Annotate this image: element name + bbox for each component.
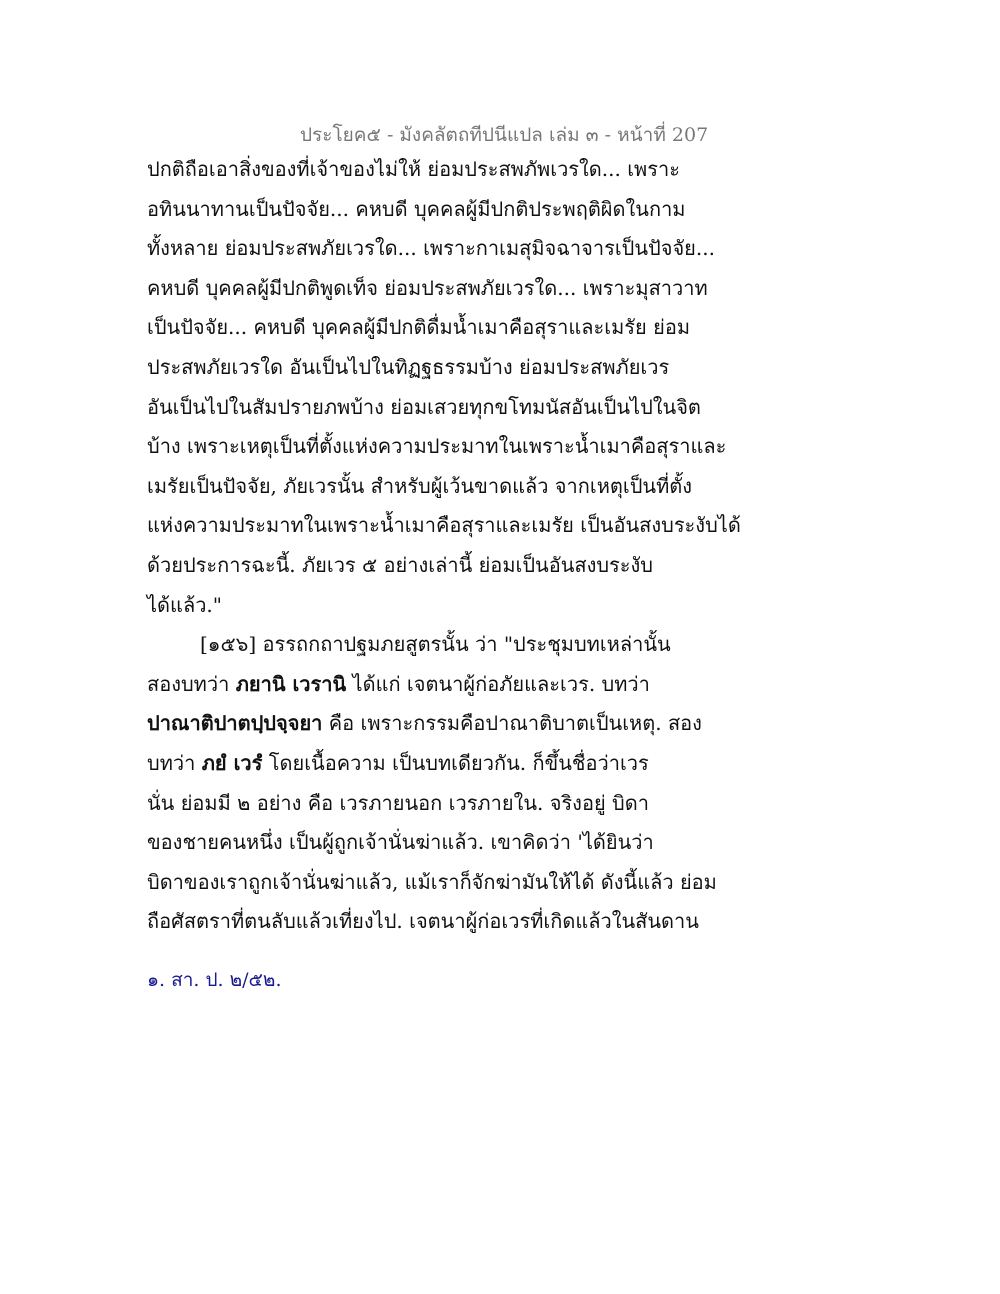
text-line: ทั้งหลาย ย่อมประสพภัยเวรใด... เพราะกาเมสุมิจฉาจารเป็นปัจจัย...: [147, 236, 715, 261]
text-line: ประสพภัยเวรใด อันเป็นไปในทิฏฐธรรมบ้าง ย่อมประสพภัยเวร: [147, 354, 670, 379]
pali-term: ภยํ เวรํ: [201, 750, 263, 775]
text-line: นั่น ย่อมมี ๒ อย่าง คือ เวรภายนอก เวรภายใน. จริงอยู่ บิดา: [147, 790, 649, 815]
text-line: ปกติถือเอาสิ่งของที่เจ้าของไม่ให้ ย่อมประสพภัพเวรใด... เพราะ: [147, 157, 680, 181]
text-span: สองบทว่า: [147, 671, 236, 696]
text-span: ได้แก่ เจตนาผู้ก่อภัยและเวร. บทว่า: [346, 671, 650, 696]
text-line: เมรัยเป็นปัจจัย, ภัยเวรนั้น สำหรับผู้เว้นขาดแล้ว จากเหตุเป็นที่ตั้ง: [147, 473, 693, 498]
body-text: [147, 150, 741, 942]
pali-term: ปาณาติปาตปฺปจฺจยา: [147, 711, 323, 736]
text-line: แห่งความประมาทในเพราะน้ำเมาคือสุราและเมรัย เป็นอันสงบระงับได้: [147, 513, 741, 538]
text-line: ของชายคนหนึ่ง เป็นผู้ถูกเจ้านั่นฆ่าแล้ว. เขาคิดว่า 'ได้ยินว่า: [147, 830, 654, 855]
text-line: อทินนาทานเป็นปัจจัย... คหบดี บุคคลผู้มีปกติประพฤติผิดในกาม: [147, 196, 686, 221]
text-line: ถือศัสตราที่ตนลับแล้วเที่ยงไป. เจตนาผู้ก่อเวรที่เกิดแล้วในสันดาน: [147, 909, 699, 934]
text-line: อันเป็นไปในสัมปรายภพบ้าง ย่อมเสวยทุกขโทมนัสอันเป็นไปในจิต: [147, 394, 701, 419]
text-span: บทว่า: [147, 750, 202, 775]
footnote: ๑. สา. ป. ๒/๕๒.: [147, 969, 282, 991]
text-line: เป็นปัจจัย... คหบดี บุคคลผู้มีปกติดื่มน้ำเมาคือสุราและเมรัย ย่อม: [147, 315, 691, 340]
text-line: บิดาของเราถูกเจ้านั่นฆ่าแล้ว, แม้เราก็จักฆ่ามันให้ได้ ดังนี้แล้ว ย่อม: [147, 869, 717, 894]
text-line: ด้วยประการฉะนี้. ภัยเวร ๕ อย่างเล่านี้ ย่อมเป็นอันสงบระงับ: [147, 552, 654, 577]
text-line: [147, 665, 727, 705]
page-header: ประโยค๕ - มังคลัตถทีปนีแปล เล่ม ๓ - หน้าที่ 207: [300, 124, 709, 146]
paragraph-start-line: [๑๕๖] อรรถกถาปฐมภยสูตรนั้น ว่า "ประชุมบทเหล่านั้น: [200, 632, 671, 657]
text-span: โดยเนื้อความ เป็นบทเดียวกัน. ก็ขึ้นชื่อว่าเวร: [262, 750, 649, 775]
text-span: คือ เพราะกรรมคือปาณาติบาตเป็นเหตุ. สอง: [322, 711, 702, 736]
text-line: [147, 744, 727, 784]
pali-term: ภยานิ เวรานิ: [235, 671, 347, 696]
text-line: ได้แล้ว.": [147, 592, 222, 617]
text-line: บ้าง เพราะเหตุเป็นที่ตั้งแห่งความประมาทในเพราะน้ำเมาคือสุราและ: [147, 434, 727, 459]
text-line: คหบดี บุคคลผู้มีปกติพูดเท็จ ย่อมประสพภัยเวรใด... เพราะมุสาวาท: [147, 275, 708, 300]
text-line: [147, 704, 727, 744]
